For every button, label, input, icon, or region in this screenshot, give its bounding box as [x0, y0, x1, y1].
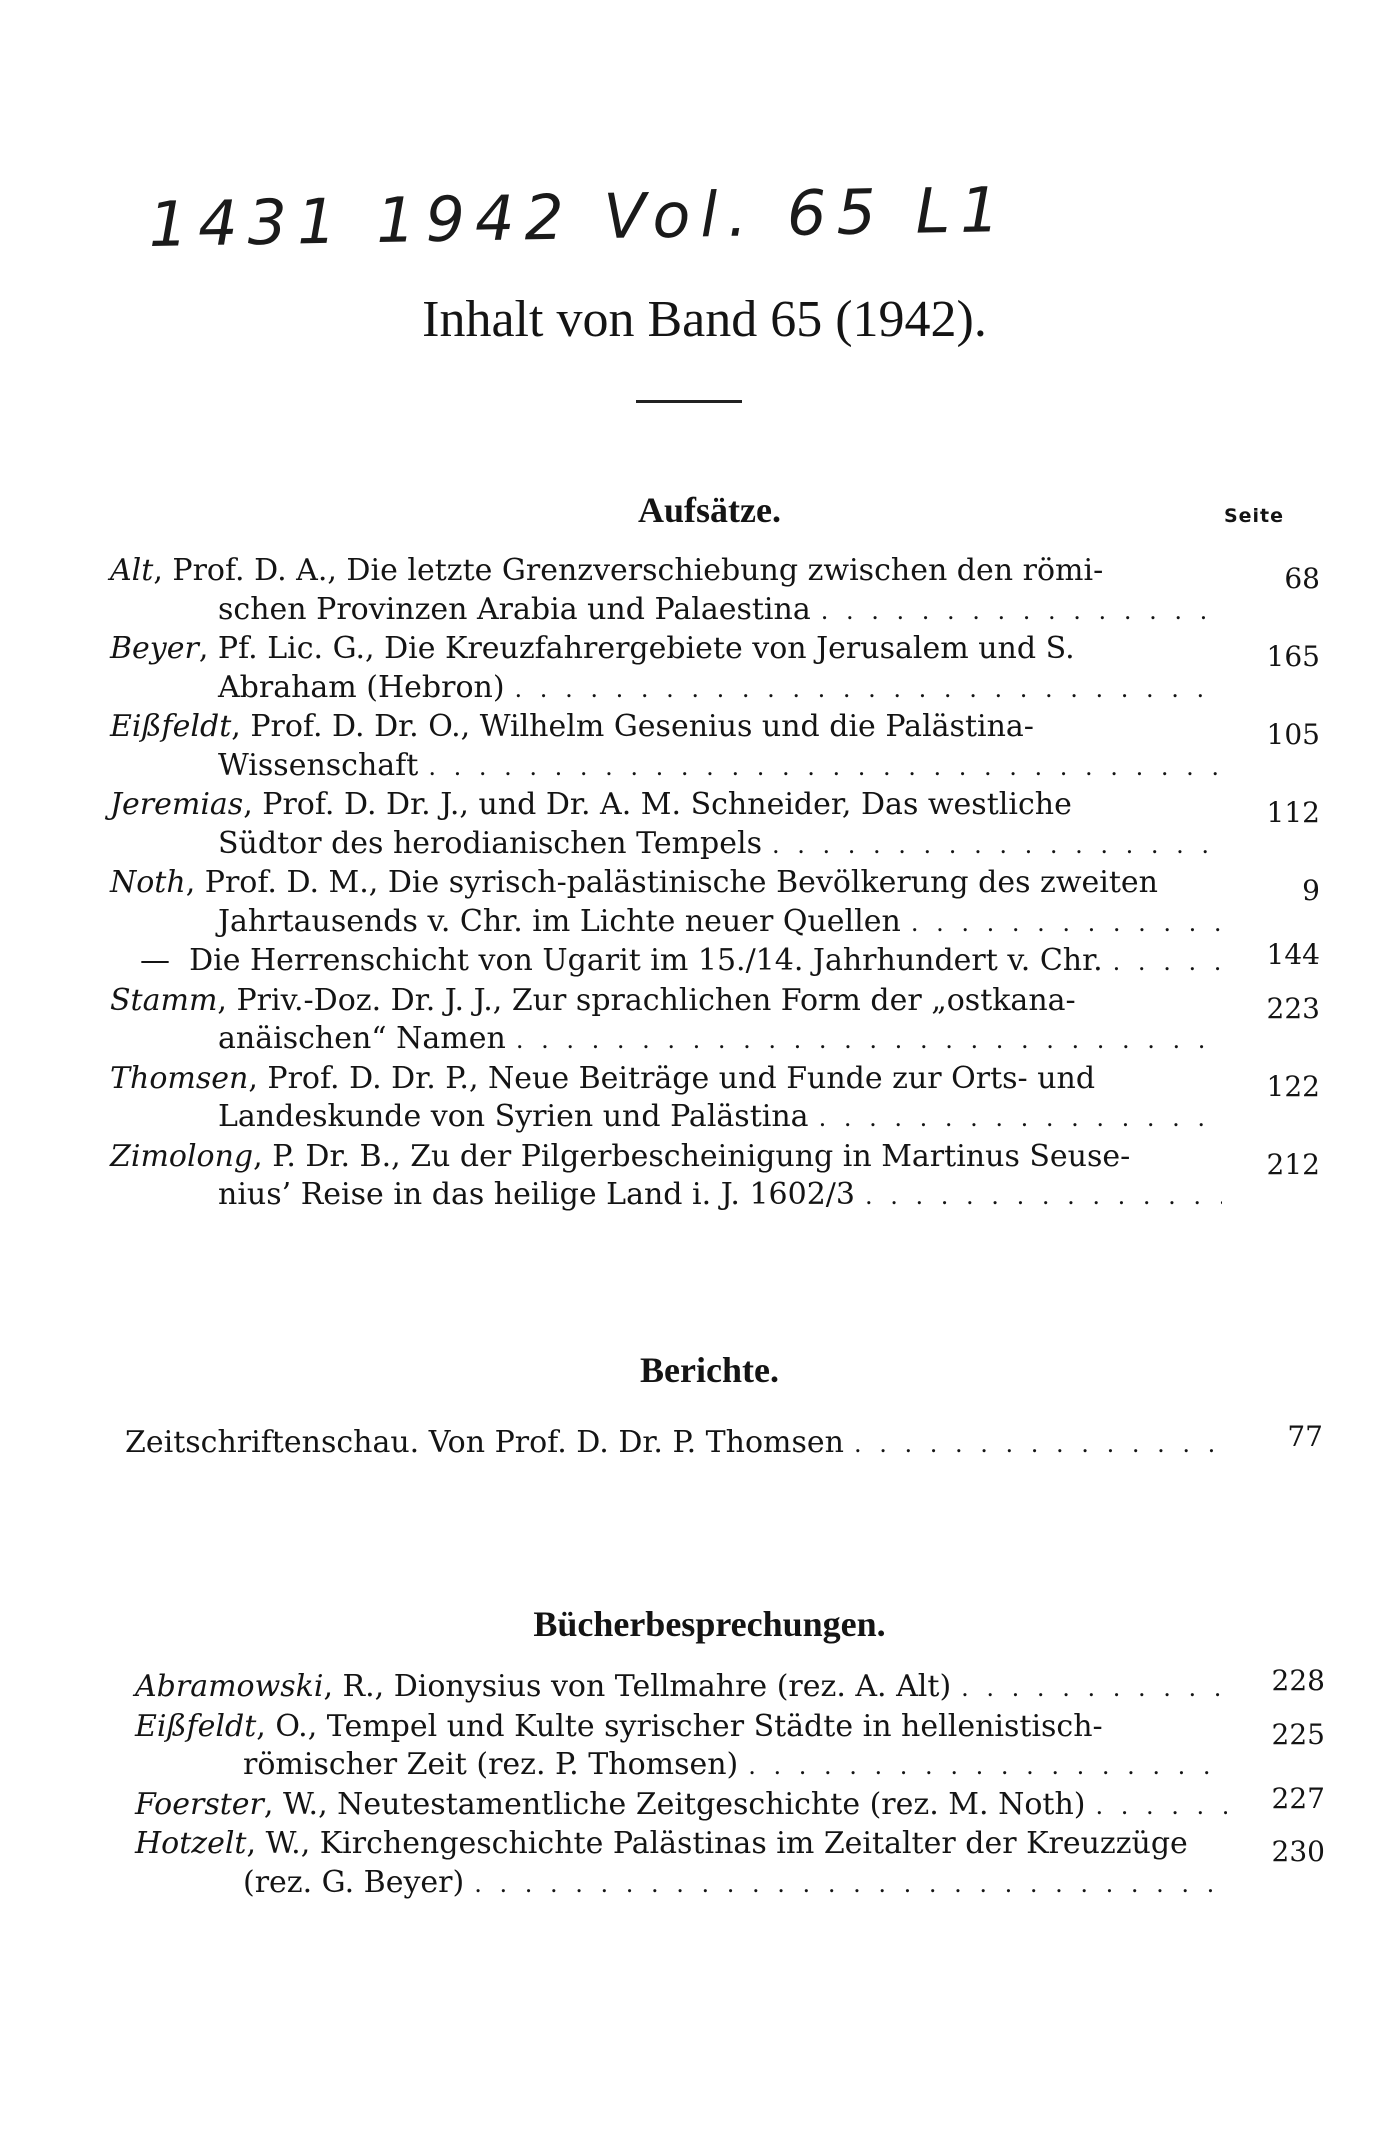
leader-dots	[772, 826, 1222, 865]
page-number: 112	[1266, 796, 1320, 829]
toc-entry-line	[110, 825, 1222, 865]
entry-first-line	[135, 1826, 1188, 1861]
toc-entry	[110, 982, 1320, 1060]
toc-entry	[110, 630, 1320, 708]
leader-dots	[854, 1425, 1225, 1464]
entry-text: , Prof. D. Dr. P., Neue Beiträge und Funde zur Orts- und	[248, 1060, 1096, 1096]
entry-first-line	[135, 1668, 951, 1707]
toc-entry-line	[135, 1825, 1227, 1864]
toc-entry-line	[110, 786, 1222, 825]
leader-dots	[1095, 1787, 1227, 1826]
page-number: 223	[1266, 991, 1320, 1025]
section-heading-buecher: Bücherbesprechungen.	[533, 1604, 886, 1644]
entry-text: Wissenschaft	[218, 747, 419, 783]
entry-first-line	[110, 1139, 1130, 1174]
entry-first-line	[135, 1709, 1103, 1744]
entry-text: , Prof. D. A., Die letzte Grenzverschiebung zwischen den römi-	[153, 553, 1104, 588]
entry-text: , Priv.-Doz. Dr. J. J., Zur sprachlichen Form der „ostkana-	[217, 982, 1076, 1018]
entry-text: , Prof. D. M., Die syrisch-palästinische Bevölkerung des zweiten	[185, 865, 1158, 900]
entry-first-line	[110, 553, 1103, 588]
entry-author: Alt	[110, 553, 154, 588]
leader-dots	[748, 1747, 1227, 1786]
toc-entry	[110, 1138, 1320, 1216]
section-aufsaetze	[0, 480, 1379, 540]
entry-first-line	[110, 709, 1034, 744]
entry-author: Thomsen	[110, 1060, 249, 1096]
aufsaetze-list	[110, 552, 1320, 1216]
toc-entry-line	[110, 1176, 1222, 1216]
page-number: 228	[1271, 1664, 1325, 1697]
toc-entry-line	[110, 1138, 1222, 1177]
toc-entry-line	[110, 982, 1222, 1021]
entry-author: Jeremias	[110, 787, 244, 822]
toc-entry-line	[110, 552, 1222, 591]
entry-author: Eißfeldt	[110, 709, 232, 744]
toc-entry-line	[135, 1708, 1227, 1747]
page-number: 144	[1266, 938, 1320, 971]
entry-text: Abraham (Hebron)	[218, 669, 505, 705]
toc-entry	[110, 708, 1320, 786]
entry-author: Hotzelt	[135, 1826, 247, 1861]
entry-first-line	[135, 1786, 1085, 1825]
leader-dots	[474, 1865, 1227, 1904]
entry-author: Noth	[110, 865, 186, 900]
page-number: 227	[1271, 1781, 1325, 1815]
page-number: 68	[1284, 562, 1320, 595]
toc-entry-line	[110, 708, 1222, 747]
entry-text: , Prof. D. Dr. J., und Dr. A. M. Schneider, Das westliche	[243, 787, 1072, 822]
leader-dots	[428, 748, 1222, 787]
toc-entry-line	[110, 591, 1222, 631]
toc-entry	[110, 552, 1320, 630]
page-number: 77	[1287, 1420, 1323, 1453]
entry-text: , P. Dr. B., Zu der Pilgerbescheinigung in Martinus Seuse-	[253, 1138, 1131, 1174]
entry-author: Eißfeldt	[135, 1708, 257, 1744]
entry-text: Jahrtausends v. Chr. im Lichte neuer Quellen	[218, 903, 901, 939]
entry-text: (rez. G. Beyer)	[243, 1864, 465, 1900]
entry-author: Beyer	[110, 631, 199, 666]
toc-entry-line	[135, 1668, 1227, 1708]
entry-first-line	[110, 631, 1075, 666]
toc-entry	[110, 864, 1320, 942]
toc-entry-line	[110, 942, 1222, 982]
entry-author: —	[140, 943, 170, 978]
section-buecher	[0, 1594, 1379, 1654]
entry-text: , W., Kirchengeschichte Palästinas im Zeitalter der Kreuzzüge	[246, 1826, 1188, 1861]
leader-dots	[911, 904, 1222, 943]
entry-text: Die Herrenschicht von Ugarit im 15./14. Jahrhundert v. Chr.	[189, 943, 1103, 978]
page-number: 122	[1266, 1069, 1320, 1103]
entry-text: Südtor des herodianischen Tempels	[218, 825, 762, 861]
entry-text: , W., Neutestamentliche Zeitgeschichte (rez. M. Noth)	[263, 1786, 1086, 1822]
page-number: 9	[1302, 874, 1320, 907]
leader-dots	[821, 592, 1222, 631]
entry-text: nius’ Reise in das heilige Land i. J. 1602/3	[218, 1177, 856, 1212]
entry-text: , Pf. Lic. G., Die Kreuzfahrergebiete von Jerusalem und S.	[198, 631, 1075, 666]
page-number: 105	[1266, 718, 1320, 751]
toc-entry	[110, 786, 1320, 864]
leader-dots	[865, 1177, 1222, 1216]
entry-author: Foerster	[135, 1786, 264, 1822]
entry-first-line	[110, 983, 1076, 1018]
toc-entry-line	[110, 1098, 1222, 1138]
entry-text: Zeitschriftenschau. Von Prof. D. Dr. P. Thomsen	[125, 1425, 844, 1460]
toc-entry-line	[135, 1786, 1227, 1826]
leader-dots	[515, 670, 1222, 709]
entry-first-line	[140, 942, 1103, 981]
page-number: 230	[1271, 1835, 1325, 1868]
entry-text: , R., Dionysius von Tellmahre (rez. A. Alt)	[323, 1669, 952, 1704]
toc-entry-line	[135, 1864, 1227, 1904]
section-berichte	[0, 1340, 1379, 1400]
toc-entry	[135, 1825, 1325, 1903]
handwritten-note: 1431 1942 Vol. 65 L1	[148, 172, 1011, 261]
toc-entry	[135, 1708, 1325, 1786]
toc-entry	[135, 1664, 1325, 1708]
page-title: Inhalt von Band 65 (1942).	[422, 291, 987, 348]
toc-entry-line	[110, 1060, 1222, 1099]
seite-label: Seite	[1223, 505, 1284, 527]
entry-text: Landeskunde von Syrien und Palästina	[218, 1099, 809, 1134]
entry-author: Abramowski	[135, 1669, 324, 1704]
page-number: 225	[1271, 1717, 1325, 1751]
toc-entry-line	[110, 630, 1222, 669]
page-number: 165	[1266, 640, 1320, 673]
title-divider	[636, 400, 742, 403]
buecher-list	[135, 1664, 1325, 1903]
entry-author: Zimolong	[110, 1138, 254, 1174]
entry-text: schen Provinzen Arabia und Palaestina	[218, 591, 811, 627]
toc-entry	[125, 1420, 1323, 1464]
entry-first-line	[110, 1061, 1095, 1096]
section-heading-aufsaetze: Aufsätze. Seite	[0, 480, 1379, 540]
toc-entry-line	[135, 1746, 1227, 1786]
leader-dots	[961, 1669, 1227, 1708]
toc-entry	[110, 1060, 1320, 1138]
entry-author: Stamm	[110, 982, 218, 1018]
toc-entry-line	[110, 903, 1222, 943]
page-number: 212	[1266, 1147, 1320, 1181]
leader-dots	[1113, 943, 1222, 982]
toc-entry-line	[125, 1424, 1225, 1464]
leader-dots	[819, 1099, 1222, 1138]
berichte-list	[125, 1420, 1323, 1464]
entry-text: anäischen“ Namen	[218, 1021, 506, 1056]
leader-dots	[516, 1021, 1222, 1060]
entry-first-line	[110, 865, 1158, 900]
entry-text: , Prof. D. Dr. O., Wilhelm Gesenius und die Palästina-	[231, 709, 1034, 744]
entry-text: , O., Tempel und Kulte syrischer Städte in hellenistisch-	[256, 1708, 1103, 1744]
toc-entry	[135, 1781, 1325, 1826]
toc-entry-line	[110, 747, 1222, 787]
section-heading-berichte: Berichte.	[640, 1350, 779, 1390]
entry-text: römischer Zeit (rez. P. Thomsen)	[243, 1747, 739, 1782]
toc-entry-line	[110, 1020, 1222, 1060]
toc-entry	[110, 938, 1320, 982]
entry-first-line	[110, 787, 1072, 822]
toc-entry-line	[110, 669, 1222, 709]
toc-entry-line	[110, 864, 1222, 903]
